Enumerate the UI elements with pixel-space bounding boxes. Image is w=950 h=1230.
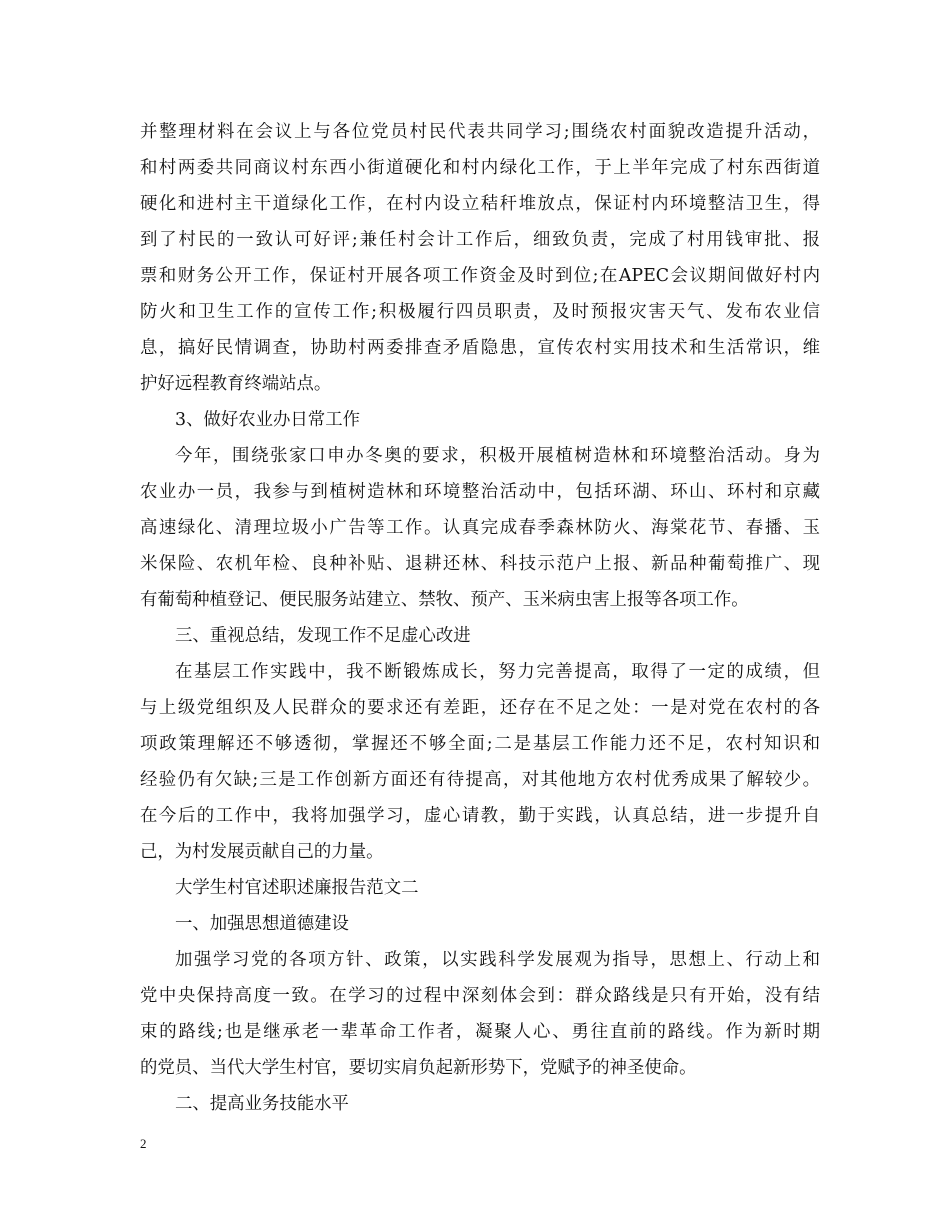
text-line: 到了村民的一致认可好评;兼任村会计工作后，细致负责，完成了村用钱审批、报	[140, 230, 820, 250]
paragraph	[140, 1086, 820, 1122]
text-line: 大学生村官述职述廉报告范文二	[175, 878, 419, 898]
text-line: 硬化和进村主干道绿化工作，在村内设立秸秆堆放点，保证村内环境整洁卫生，得	[140, 194, 820, 214]
text-line: 二、提高业务技能水平	[175, 1094, 349, 1114]
text-line: 有葡萄种植登记、便民服务站建立、禁牧、预产、玉米病虫害上报等各项工作。	[140, 590, 749, 610]
text-line: 和村两委共同商议村东西小街道硬化和村内绿化工作，于上半年完成了村东西街道	[140, 158, 820, 178]
text-line: 己，为村发展贡献自己的力量。	[140, 842, 384, 862]
text-line: 米保险、农机年检、良种补贴、退耕还林、科技示范户上报、新品种葡萄推广、现	[140, 554, 820, 574]
text-line: 党中央保持高度一致。在学习的过程中深刻体会到：群众路线是只有开始，没有结	[140, 986, 820, 1006]
paragraph	[140, 114, 820, 402]
paragraph	[140, 618, 820, 654]
text-line: 的党员、当代大学生村官，要切实肩负起新形势下，党赋予的神圣使命。	[140, 1058, 697, 1078]
paragraph	[140, 942, 820, 1086]
text-line: 护好远程教育终端站点。	[140, 374, 332, 394]
text-line: 今年，围绕张家口申办冬奥的要求，积极开展植树造林和环境整治活动。身为	[175, 446, 820, 466]
text-line: 一、加强思想道德建设	[175, 914, 349, 934]
text-line: 防火和卫生工作的宣传工作;积极履行四员职责，及时预报灾害天气、发布农业信	[140, 302, 820, 322]
text-line: 束的路线;也是继承老一辈革命工作者，凝聚人心、勇往直前的路线。作为新时期	[140, 1022, 820, 1042]
text-line: 与上级党组织及人民群众的要求还有差距，还存在不足之处：一是对党在农村的各	[140, 698, 820, 718]
text-line: 加强学习党的各项方针、政策，以实践科学发展观为指导，思想上、行动上和	[175, 950, 820, 970]
paragraph	[140, 438, 820, 618]
paragraph	[140, 654, 820, 870]
text-line: 高速绿化、清理垃圾小广告等工作。认真完成春季森林防火、海棠花节、春播、玉	[140, 518, 820, 538]
text-line: 三、重视总结，发现工作不足虚心改进	[175, 626, 471, 646]
text-line: 农业办一员，我参与到植树造林和环境整治活动中，包括环湖、环山、环村和京藏	[140, 482, 820, 502]
text-line: 在基层工作实践中，我不断锻炼成长，努力完善提高，取得了一定的成绩，但	[175, 662, 820, 682]
document-body	[140, 114, 820, 1122]
text-line: 息，搞好民情调查，协助村两委排查矛盾隐患，宣传农村实用技术和生活常识，维	[140, 338, 820, 358]
page-number: 2	[140, 1136, 147, 1151]
text-line: 3、做好农业办日常工作	[175, 410, 360, 430]
paragraph	[140, 906, 820, 942]
text-line: 票和财务公开工作，保证村开展各项工作资金及时到位;在APEC会议期间做好村内	[140, 266, 820, 286]
text-line: 经验仍有欠缺;三是工作创新方面还有待提高，对其他地方农村优秀成果了解较少。	[140, 770, 820, 790]
text-line: 在今后的工作中，我将加强学习，虚心请教，勤于实践，认真总结，进一步提升自	[140, 806, 820, 826]
text-line: 项政策理解还不够透彻，掌握还不够全面;二是基层工作能力还不足，农村知识和	[140, 734, 820, 754]
text-line: 并整理材料在会议上与各位党员村民代表共同学习;围绕农村面貌改造提升活动，	[140, 122, 820, 142]
paragraph	[140, 870, 820, 906]
paragraph	[140, 402, 820, 438]
